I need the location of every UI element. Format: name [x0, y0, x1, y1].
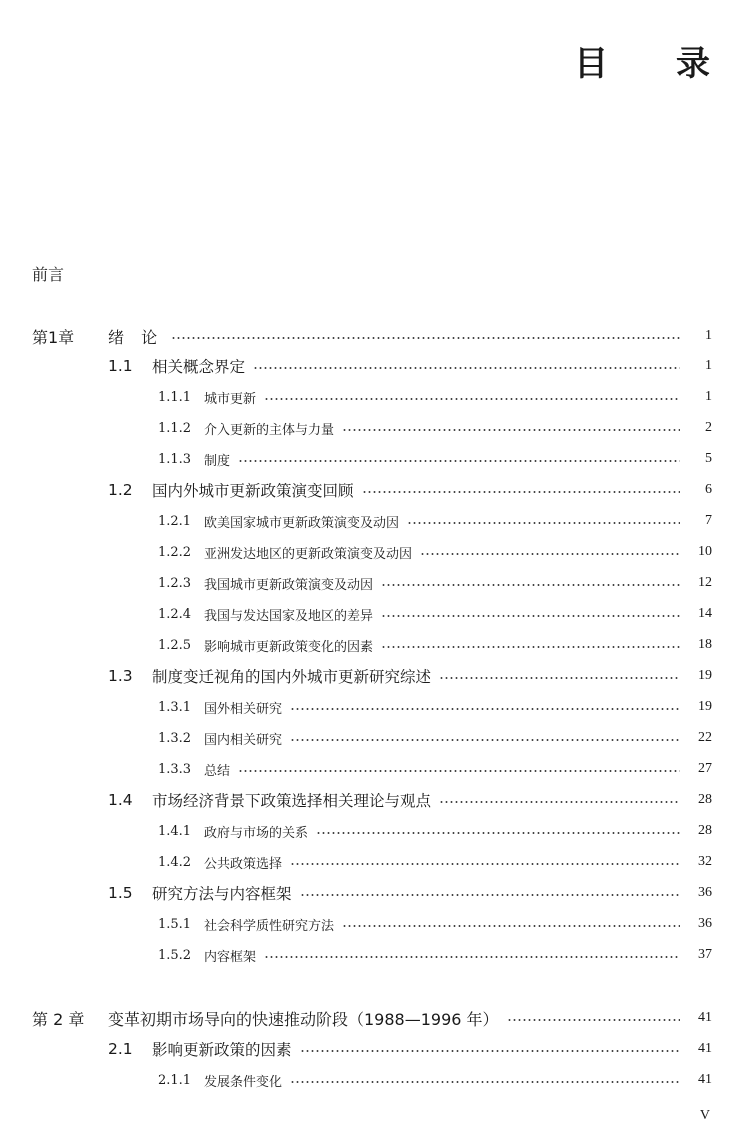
subsection-title: 公共政策选择	[204, 856, 283, 872]
page-number: 28	[698, 792, 712, 807]
toc-subsection-1-2-5[interactable]	[158, 634, 712, 656]
page-number: 1	[705, 389, 712, 404]
dot-leader	[238, 460, 680, 462]
toc-subsection-1-1-1[interactable]	[158, 386, 712, 408]
page-number: 7	[705, 513, 712, 528]
subsection-number: 1.4.2	[158, 854, 192, 870]
toc-section-1-4[interactable]	[108, 789, 712, 811]
toc-section-1-3[interactable]	[108, 665, 712, 687]
subsection-number: 1.3.3	[158, 761, 192, 777]
page-number: 2	[705, 420, 712, 435]
dot-leader	[300, 894, 680, 896]
subsection-number: 1.5.1	[158, 916, 192, 932]
section-number: 1.1	[108, 357, 133, 375]
section-title: 研究方法与内容框架	[152, 885, 292, 903]
toc-preface[interactable]: 前言	[32, 265, 65, 284]
dot-leader	[439, 677, 680, 679]
toc-subsection-1-2-4[interactable]	[158, 603, 712, 625]
subsection-number: 1.4.1	[158, 823, 192, 839]
subsection-number: 1.3.1	[158, 699, 192, 715]
section-number: 2.1	[108, 1040, 133, 1058]
page-number: 14	[698, 606, 712, 621]
dot-leader	[420, 553, 680, 555]
dot-leader	[316, 832, 680, 834]
page-number: 18	[698, 637, 712, 652]
dot-leader	[253, 367, 680, 369]
toc-subsection-1-4-1[interactable]	[158, 820, 712, 842]
subsection-title: 内容框架	[204, 949, 257, 965]
page-number: 32	[698, 854, 712, 869]
toc-subsection-1-5-1[interactable]	[158, 913, 712, 935]
toc-subsection-1-1-3[interactable]	[158, 448, 712, 470]
subsection-number: 1.1.3	[158, 451, 192, 467]
subsection-title: 发展条件变化	[204, 1074, 283, 1090]
subsection-title: 政府与市场的关系	[204, 825, 309, 841]
toc-subsection-1-3-3[interactable]	[158, 758, 712, 780]
page-folio: V	[699, 1108, 710, 1123]
page-number: 28	[698, 823, 712, 838]
dot-leader	[290, 863, 680, 865]
dot-leader	[290, 1081, 680, 1083]
subsection-number: 2.1.1	[158, 1072, 192, 1088]
subsection-title: 我国城市更新政策演变及动因	[204, 577, 374, 593]
toc-subsection-1-4-2[interactable]	[158, 851, 712, 873]
section-number: 1.2	[108, 481, 133, 499]
page-number: 5	[705, 451, 712, 466]
dot-leader	[439, 801, 680, 803]
section-title: 影响更新政策的因素	[152, 1041, 292, 1059]
toc-chapter-1[interactable]	[32, 325, 712, 347]
toc-subsection-1-5-2[interactable]	[158, 944, 712, 966]
chapter-number: 第 2 章	[32, 1009, 85, 1029]
subsection-number: 1.2.5	[158, 637, 192, 653]
dot-leader	[342, 429, 680, 431]
toc-chapter-2[interactable]	[32, 1007, 712, 1029]
subsection-number: 1.1.1	[158, 389, 192, 405]
subsection-title: 亚洲发达地区的更新政策演变及动因	[204, 546, 413, 562]
page-number: 12	[698, 575, 712, 590]
section-title: 相关概念界定	[152, 358, 246, 376]
page-number: 6	[705, 482, 712, 497]
subsection-number: 1.2.1	[158, 513, 192, 529]
dot-leader	[507, 1019, 680, 1021]
section-number: 1.4	[108, 791, 133, 809]
page-number: 19	[698, 668, 712, 683]
toc-subsection-1-3-1[interactable]	[158, 696, 712, 718]
page-number: 41	[698, 1072, 712, 1087]
subsection-number: 1.3.2	[158, 730, 192, 746]
page-title: 目 录	[574, 44, 738, 84]
dot-leader	[381, 615, 680, 617]
dot-leader	[362, 491, 680, 493]
page-number: 1	[705, 328, 712, 343]
dot-leader	[238, 770, 680, 772]
dot-leader	[290, 739, 680, 741]
subsection-title: 国内相关研究	[204, 732, 283, 748]
dot-leader	[300, 1050, 680, 1052]
page-number: 1	[705, 358, 712, 373]
subsection-number: 1.2.3	[158, 575, 192, 591]
chapter-title: 绪 论	[108, 327, 164, 347]
toc-section-1-1[interactable]	[108, 355, 712, 377]
toc-subsection-2-1-1[interactable]	[158, 1069, 712, 1091]
page-number: 27	[698, 761, 712, 776]
toc-subsection-1-1-2[interactable]	[158, 417, 712, 439]
subsection-title: 社会科学质性研究方法	[204, 918, 335, 934]
chapter-number: 第1章	[32, 327, 75, 347]
section-title: 国内外城市更新政策演变回顾	[152, 482, 354, 500]
toc-subsection-1-3-2[interactable]	[158, 727, 712, 749]
subsection-number: 1.5.2	[158, 947, 192, 963]
subsection-title: 介入更新的主体与力量	[204, 422, 335, 438]
toc-subsection-1-2-1[interactable]	[158, 510, 712, 532]
page-number: 41	[698, 1010, 712, 1025]
subsection-title: 影响城市更新政策变化的因素	[204, 639, 374, 655]
subsection-title: 城市更新	[204, 391, 257, 407]
section-number: 1.5	[108, 884, 133, 902]
toc-subsection-1-2-3[interactable]	[158, 572, 712, 594]
subsection-title: 总结	[204, 763, 231, 779]
subsection-number: 1.2.4	[158, 606, 192, 622]
page-number: 10	[698, 544, 712, 559]
page-number: 22	[698, 730, 712, 745]
section-number: 1.3	[108, 667, 133, 685]
toc-section-1-5[interactable]	[108, 882, 712, 904]
subsection-title: 制度	[204, 453, 231, 469]
dot-leader	[264, 398, 680, 400]
dot-leader	[407, 522, 680, 524]
dot-leader	[264, 956, 680, 958]
section-title: 市场经济背景下政策选择相关理论与观点	[152, 792, 432, 810]
section-title: 制度变迁视角的国内外城市更新研究综述	[152, 668, 432, 686]
subsection-title: 欧美国家城市更新政策演变及动因	[204, 515, 400, 531]
subsection-number: 1.2.2	[158, 544, 192, 560]
subsection-title: 国外相关研究	[204, 701, 283, 717]
dot-leader	[342, 925, 680, 927]
page-number: 41	[698, 1041, 712, 1056]
dot-leader	[381, 584, 680, 586]
toc-section-2-1[interactable]	[108, 1038, 712, 1060]
page-number: 36	[698, 916, 712, 931]
subsection-number: 1.1.2	[158, 420, 192, 436]
chapter-title: 变革初期市场导向的快速推动阶段（1988—1996 年）	[108, 1009, 499, 1029]
dot-leader	[381, 646, 680, 648]
dot-leader	[290, 708, 680, 710]
page-number: 36	[698, 885, 712, 900]
toc-section-1-2[interactable]	[108, 479, 712, 501]
subsection-title: 我国与发达国家及地区的差异	[204, 608, 374, 624]
dot-leader	[171, 337, 680, 339]
toc-subsection-1-2-2[interactable]	[158, 541, 712, 563]
page-number: 19	[698, 699, 712, 714]
page-number: 37	[698, 947, 712, 962]
